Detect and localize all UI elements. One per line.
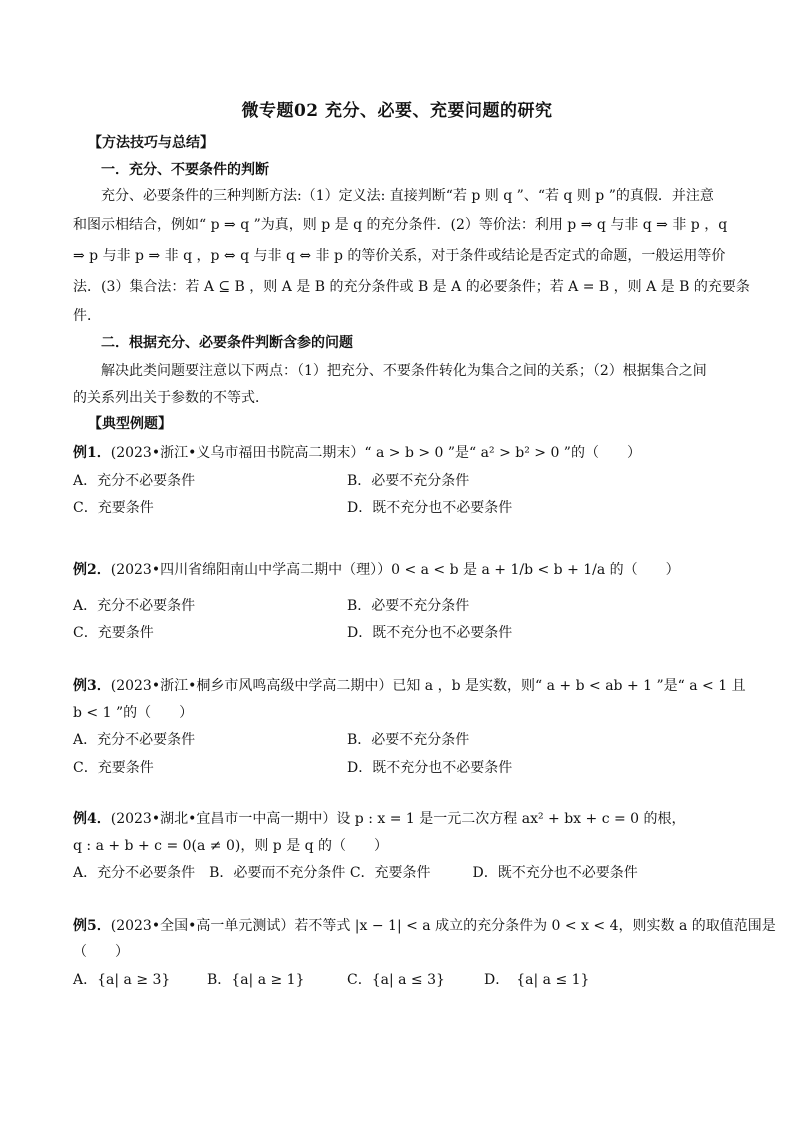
paragraph-line: 的关系列出关于参数的不等式． [73,390,269,406]
option-c: C．充要条件 [73,625,154,641]
option-c: C．{a| a ≤ 3} [347,972,445,988]
question-4-options: A．充分不必要条件 B．必要而不充分条件 C．充要条件 D．既不充分也不必要条件 [73,865,638,881]
option-a: A．充分不必要条件 [73,732,196,748]
paragraph-line: 件． [73,308,101,324]
paragraph-line: 充分、必要条件的三种判断方法:（1）定义法: 直接判断“若 p 则 q ”、“若 q 则 p ”的真假．并注意 [101,188,714,204]
section-method-heading: 【方法技巧与总结】 [88,135,214,151]
question-5 [73,916,776,936]
paragraph-line: 法．(3）集合法：若 A ⊆ B ，则 A 是 B 的充分条件或 B 是 A 的必要条件；若 A = B ，则 A 是 B 的充要条 [73,279,750,295]
question-text: (2023•浙江•桐乡市风鸣高级中学高二期中）已知 a ，b 是实数，则“ a + b < ab + 1 ”是“ a < 1 且 [110,678,746,694]
option-c: C．充要条件 [73,760,154,776]
question-number: 例3． [73,678,111,694]
option-d: D．既不充分也不必要条件 [347,500,513,516]
subsection-2-title: 二．根据充分、必要条件判断含参的问题 [101,335,353,351]
question-3 [73,676,746,696]
question-number: 例4． [73,811,111,827]
option-d: D．既不充分也不必要条件 [347,760,513,776]
question-number: 例2． [73,562,111,578]
question-text: (2023•全国•高一单元测试）若不等式 |x − 1| < a 成立的充分条件为 0 < x < 4，则实数 a 的取值范围是 [110,918,776,934]
paragraph-line: 和图示相结合，例如“ p ⇒ q ”为真，则 p 是 q 的充分条件．(2）等价法：利用 p ⇒ q 与非 q ⇒ 非 p ，q [73,217,728,233]
section-examples-heading: 【典型例题】 [88,416,172,432]
paragraph-line: ⇒ p 与非 p ⇒ 非 q ，p ⇔ q 与非 q ⇔ 非 p 的等价关系，对于条件或结论是否定式的命题，一般运用等价 [73,248,726,264]
question-4-continuation: q : a + b + c = 0(a ≠ 0)，则 p 是 q 的（ ） [73,838,389,854]
option-a: A．{a| a ≥ 3} [73,972,171,988]
option-d: D． {a| a ≤ 1} [484,972,590,988]
question-3-continuation: b < 1 ”的（ ） [73,705,194,721]
option-d: D．既不充分也不必要条件 [347,625,513,641]
question-4 [73,809,733,829]
question-text: (2023•四川省绵阳南山中学高二期中（理））0 < a < b 是 a + 1/b < b + 1/a 的（ ） [110,562,680,578]
option-a: A．充分不必要条件 [73,598,196,614]
subsection-1-title: 一．充分、不要条件的判断 [101,162,269,178]
option-c: C．充要条件 [73,500,154,516]
question-number: 例1． [73,445,111,461]
question-text: (2023•浙江•义乌市福田书院高二期末）“ a > b > 0 ”是“ a² > b² > 0 ”的（ ） [110,445,641,461]
question-1 [73,443,733,463]
option-b: B．{a| a ≥ 1} [207,972,305,988]
page-title: 微专题02 充分、必要、充要问题的研究 [241,101,553,121]
option-a: A．充分不必要条件 [73,473,196,489]
option-b: B．必要不充分条件 [347,732,470,748]
question-text: (2023•湖北•宜昌市一中高一期中）设 p : x = 1 是一元二次方程 ax² + bx + c = 0 的根， [110,811,686,827]
question-5-continuation: （ ） [73,944,129,960]
option-b: B．必要不充分条件 [347,598,470,614]
paragraph-line: 解决此类问题要注意以下两点：（1）把充分、不要条件转化为集合之间的关系；（2）根据集合之间 [101,363,707,379]
question-number: 例5． [73,918,111,934]
question-2 [73,560,733,580]
option-b: B．必要不充分条件 [347,473,470,489]
